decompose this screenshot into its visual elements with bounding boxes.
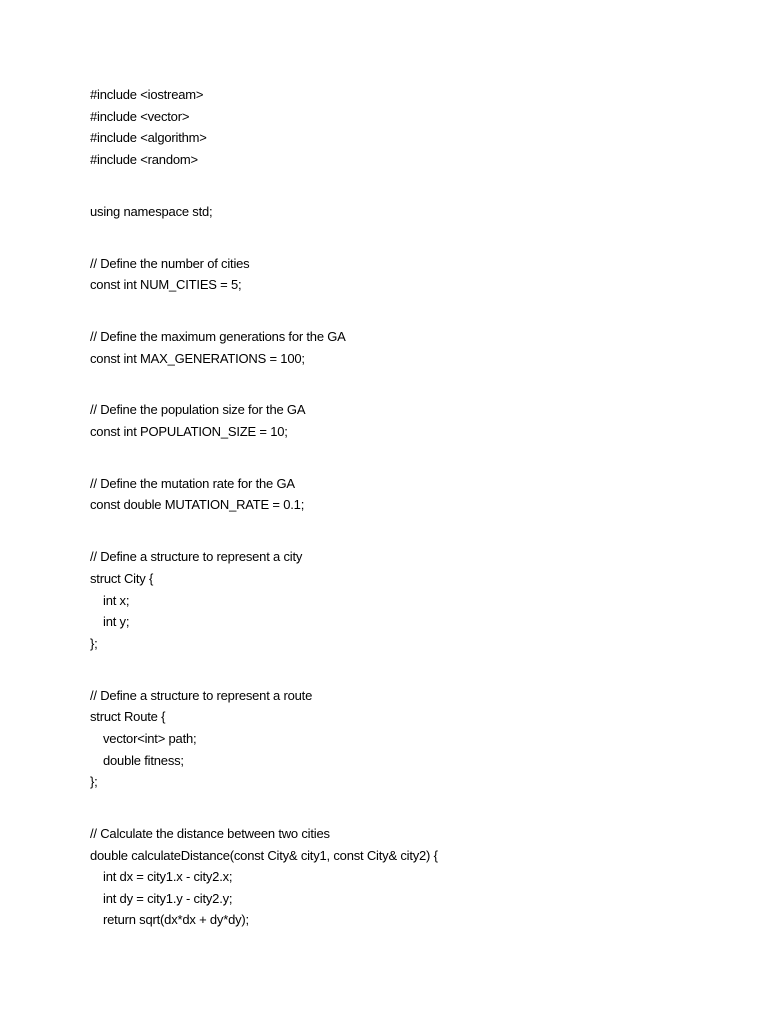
code-comment-max-generations: // Define the maximum generations for the GA (90, 329, 346, 344)
code-line-include-vector: #include <vector> (90, 109, 190, 124)
code-line-max-generations: const int MAX_GENERATIONS = 100; (90, 351, 305, 366)
code-line-include-random: #include <random> (90, 152, 198, 167)
code-comment-num-cities: // Define the number of cities (90, 256, 250, 271)
code-line-population-size: const int POPULATION_SIZE = 10; (90, 424, 288, 439)
code-comment-city-struct: // Define a structure to represent a city (90, 549, 303, 564)
code-line-city-y: int y; (103, 614, 130, 629)
code-line-num-cities: const int NUM_CITIES = 5; (90, 277, 242, 292)
code-line-route-path: vector<int> path; (103, 731, 197, 746)
code-line-city-x: int x; (103, 593, 130, 608)
code-line-include-iostream: #include <iostream> (90, 87, 204, 102)
code-line-return-sqrt: return sqrt(dx*dx + dy*dy); (103, 912, 249, 927)
code-line-struct-route: struct Route { (90, 709, 166, 724)
code-line-struct-city: struct City { (90, 571, 154, 586)
code-line-mutation-rate: const double MUTATION_RATE = 0.1; (90, 497, 305, 512)
code-line-dy: int dy = city1.y - city2.y; (103, 891, 233, 906)
code-comment-mutation-rate: // Define the mutation rate for the GA (90, 476, 295, 491)
code-line-route-fitness: double fitness; (103, 753, 184, 768)
code-comment-route-struct: // Define a structure to represent a route (90, 688, 313, 703)
code-line-calculate-distance-signature: double calculateDistance(const City& city1, const City& city2) { (90, 848, 438, 863)
code-line-dx: int dx = city1.x - city2.x; (103, 869, 233, 884)
code-line-route-close: }; (90, 774, 98, 789)
code-comment-calculate-distance: // Calculate the distance between two cities (90, 826, 330, 841)
code-line-city-close: }; (90, 636, 98, 651)
code-line-include-algorithm: #include <algorithm> (90, 130, 207, 145)
code-comment-population-size: // Define the population size for the GA (90, 402, 306, 417)
code-line-using-namespace: using namespace std; (90, 204, 213, 219)
